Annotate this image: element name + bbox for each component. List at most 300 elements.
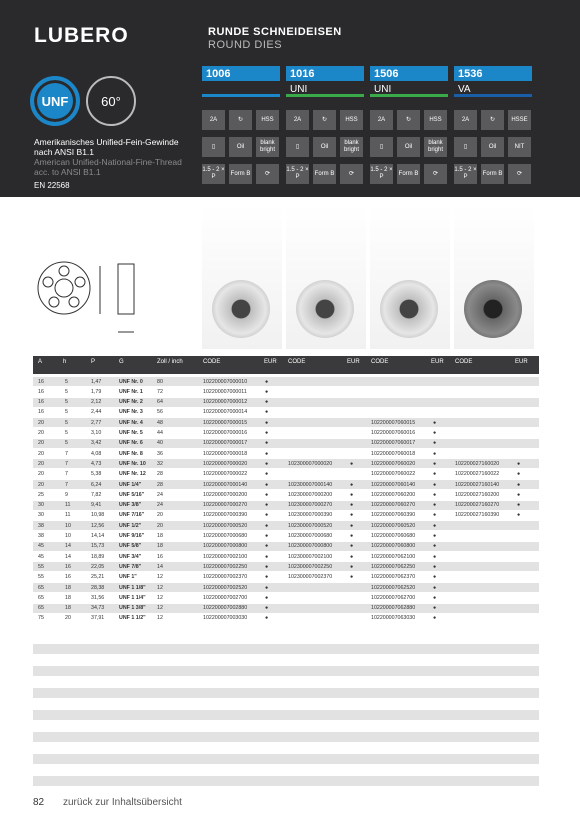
product-photo [202,204,282,349]
table-cell: UNF 1 1/8" [119,584,146,591]
table-row [33,501,539,510]
spec-icon: Oil [481,137,504,157]
technical-drawing-icon [30,254,180,344]
table-cell: 102200007060270 [371,502,416,509]
spec-icon: Form B [229,164,252,184]
table-cell: 45 [38,543,44,550]
table-cell: 102200007000520 [203,522,248,529]
table-cell: 9,41 [91,502,102,509]
spec-icon: blank bright [424,137,447,157]
brand-logo: LUBERO [34,24,129,47]
table-cell: 56 [157,409,163,416]
table-cell: 4,08 [91,450,102,457]
table-cell: 102200007060020 [371,460,416,467]
spec-icon: ↻ [313,110,336,130]
table-cell: 2,77 [91,419,102,426]
table-cell: UNF Nr. 1 [119,388,143,395]
availability-dot: ● [265,419,269,426]
table-cell: 16 [38,409,44,416]
table-cell: 16 [38,388,44,395]
table-cell: UNF 9/16" [119,533,145,539]
table-cell: 102200007000015 [203,419,248,426]
table-cell: 30 [38,512,44,519]
availability-dot: ● [265,481,269,488]
table-cell: 102300007002370 [288,574,333,581]
footer [33,797,182,808]
availability-dot: ● [265,399,269,406]
table-cell: 31,56 [91,594,105,601]
table-cell: 20 [38,481,44,488]
table-cell: 20 [38,440,44,447]
table-cell: 102200027160270 [455,502,500,509]
table-cell: 38 [38,533,44,539]
table-cell: 18,89 [91,553,105,560]
table-cell: 38 [38,522,44,529]
product-sub [202,81,280,97]
spec-icon: Oil [397,137,420,157]
table-cell: 55 [38,574,44,581]
spec-icon: 2A [370,110,393,130]
table-cell: 65 [38,605,44,612]
table-cell: 11 [65,502,71,509]
spec-icon: 1.5 - 2 × P [202,164,225,184]
table-cell: 28 [157,471,163,478]
empty-row [33,666,539,676]
table-cell: 12,56 [91,522,105,529]
spec-icon: Form B [397,164,420,184]
table-cell: 37,91 [91,615,105,622]
table-cell: 3,10 [91,430,102,436]
table-cell: UNF 1 1/4" [119,594,146,601]
availability-dot: ● [350,460,354,467]
availability-dot: ● [350,502,354,509]
table-cell: UNF 7/16" [119,512,145,519]
table-cell: 102200007060140 [371,481,416,488]
table-cell: 102300007000800 [288,543,333,550]
table-row [33,562,539,571]
empty-row [33,776,539,786]
table-cell: 4,73 [91,460,102,467]
availability-dot: ● [433,615,437,622]
table-cell: 102200007002370 [203,574,248,581]
table-cell: 102200007063030 [371,615,416,622]
availability-dot: ● [350,522,354,529]
table-cell: 102200007000022 [203,471,248,478]
page-number: 82 [33,797,45,808]
table-cell: 5 [65,419,68,426]
table-cell: 28 [157,481,163,488]
table-row [33,593,539,602]
spec-icon: 1.5 - 2 × P [370,164,393,184]
table-cell: 102200007060800 [371,543,416,550]
norm-label: EN 22568 [34,181,70,190]
table-cell: 65 [38,594,44,601]
table-cell: 102200027160020 [455,460,500,467]
availability-dot: ● [433,533,437,539]
round-die-icon [296,280,354,338]
table-row [33,429,539,438]
availability-dot: ● [433,491,437,498]
table-cell: 102300007000020 [288,460,333,467]
table-cell: 102200007060520 [371,522,416,529]
table-cell: 9 [65,491,68,498]
spec-icon: 1.5 - 2 × P [286,164,309,184]
availability-dot: ● [265,522,269,529]
table-cell: 102200007000016 [203,430,248,436]
table-cell: 102200007003030 [203,615,248,622]
table-cell: 48 [157,419,163,426]
table-cell: 102200007000018 [203,450,248,457]
table-cell: 40 [157,440,163,447]
table-cell: UNF Nr. 2 [119,399,143,406]
availability-dot: ● [517,502,521,509]
table-cell: 102200007002520 [203,584,248,591]
table-cell: 80 [157,378,163,385]
thread-description: Amerikanisches Unified-Fein-Gewinde nach ANSI B1.1 American Unified-National-Fine-Thread acc. to ANSI B1.1 [34,137,182,177]
table-cell: UNF 7/8" [119,563,142,570]
table-cell: 24 [157,502,163,509]
table-cell: 102200007000390 [203,512,248,519]
table-cell: UNF Nr. 10 [119,460,146,467]
availability-dot: ● [265,409,269,416]
availability-dot: ● [433,543,437,550]
availability-dot: ● [433,605,437,612]
table-cell: 18 [157,543,163,550]
table-cell: UNF 1/2" [119,522,142,529]
table-cell: 16 [157,553,163,560]
availability-dot: ● [517,512,521,519]
empty-row [33,732,539,742]
table-cell: 102200007000012 [203,399,248,406]
empty-row [33,644,539,654]
table-cell: UNF 3/8" [119,502,142,509]
spec-icon: ⟳ [340,164,363,184]
spec-icon: NIT [508,137,531,157]
unf-badge: UNF [30,76,80,126]
table-cell: 102200007000014 [203,409,248,416]
product-code: 1006 [202,66,280,81]
availability-dot: ● [433,481,437,488]
spec-icon: ⟳ [424,164,447,184]
availability-dot: ● [265,491,269,498]
table-cell: 18 [157,533,163,539]
spec-icon: ↻ [397,110,420,130]
table-cell: 72 [157,388,163,395]
product-column-1016 [286,66,364,97]
table-cell: 11 [65,512,71,519]
table-cell: 102200007060022 [371,471,416,478]
table-header: A h P G Zoll / inch CODE EUR CODE EUR CODE EUR CODE EUR [33,356,539,374]
table-cell: 102200007000800 [203,543,248,550]
die-drawing [30,254,180,344]
product-column-1506 [370,66,448,97]
availability-dot: ● [350,533,354,539]
availability-dot: ● [265,502,269,509]
availability-dot: ● [433,471,437,478]
availability-dot: ● [433,512,437,519]
table-cell: 102300007000520 [288,522,333,529]
table-cell: 102200007062880 [371,605,416,612]
table-cell: 20 [157,522,163,529]
availability-dot: ● [265,543,269,550]
availability-dot: ● [517,460,521,467]
table-cell: UNF Nr. 12 [119,471,146,478]
availability-dot: ● [265,471,269,478]
availability-dot: ● [350,481,354,488]
spec-icon: blank bright [340,137,363,157]
availability-dot: ● [433,584,437,591]
table-cell: 20 [38,471,44,478]
table-cell: 102300007000270 [288,502,333,509]
round-die-icon [464,280,522,338]
table-cell: 7 [65,450,68,457]
product-photo [454,204,534,349]
table-cell: UNF Nr. 5 [119,430,143,436]
table-cell: 20 [38,430,44,436]
spec-icon: ▯ [286,137,309,157]
empty-row [33,754,539,764]
table-cell: 5 [65,440,68,447]
availability-dot: ● [265,594,269,601]
table-row [33,532,539,541]
availability-dot: ● [265,584,269,591]
table-row [33,583,539,592]
table-cell: 102200027160140 [455,481,500,488]
table-cell: 5 [65,409,68,416]
availability-dot: ● [350,563,354,570]
table-cell: 102200007060018 [371,450,416,457]
table-cell: UNF Nr. 3 [119,409,143,416]
availability-dot: ● [433,574,437,581]
spec-icon: Form B [481,164,504,184]
table-cell: 102200007002880 [203,605,248,612]
table-cell: 34,73 [91,605,105,612]
product-sub: UNI [370,81,448,97]
table-cell: 102200007000011 [203,388,247,395]
availability-dot: ● [265,512,269,519]
table-row [33,439,539,448]
table-cell: 10 [65,522,71,529]
table-cell: 2,12 [91,399,102,406]
product-code: 1016 [286,66,364,81]
availability-dot: ● [350,574,354,581]
table-cell: 12 [157,594,163,601]
table-cell: 55 [38,563,44,570]
table-row [33,449,539,458]
availability-dot: ● [433,450,437,457]
spec-icon: ↻ [229,110,252,130]
availability-dot: ● [350,543,354,550]
product-sub: VA [454,81,532,97]
table-cell: 7,82 [91,491,102,498]
availability-dot: ● [433,419,437,426]
table-cell: UNF 3/4" [119,553,142,560]
availability-dot: ● [433,430,437,436]
table-cell: 102200007060017 [371,440,416,447]
table-cell: 18 [65,605,71,612]
page-title: RUNDE SCHNEIDEISEN [208,26,342,38]
round-die-icon [380,280,438,338]
table-cell: 16 [38,399,44,406]
empty-row [33,710,539,720]
table-cell: UNF 1 3/8" [119,605,146,612]
spec-icon: Form B [313,164,336,184]
availability-dot: ● [265,388,269,395]
availability-dot: ● [517,491,521,498]
table-cell: 102200007060015 [371,419,416,426]
table-cell: UNF Nr. 4 [119,419,143,426]
availability-dot: ● [517,471,521,478]
table-cell: 102200007062250 [371,563,416,570]
table-cell: 102300007002250 [288,563,333,570]
spec-icon: ▯ [202,137,225,157]
table-cell: 36 [157,450,163,457]
table-cell: 6,24 [91,481,102,488]
availability-dot: ● [517,481,521,488]
table-row [33,470,539,479]
table-cell: 14,14 [91,533,105,539]
table-row [33,480,539,489]
table-cell: 20 [65,615,71,622]
table-cell: 14 [65,543,71,550]
availability-dot: ● [265,563,269,570]
empty-row [33,688,539,698]
table-row [33,521,539,530]
table-cell: 75 [38,615,44,622]
table-cell: 102200007062100 [371,553,416,560]
table-cell: 10,98 [91,512,105,519]
availability-dot: ● [265,430,269,436]
availability-dot: ● [265,605,269,612]
table-cell: 12 [157,605,163,612]
availability-dot: ● [265,450,269,457]
table-cell: 1,79 [91,388,102,395]
table-cell: 5 [65,388,68,395]
table-cell: 16 [65,563,71,570]
table-cell: 28,38 [91,584,105,591]
availability-dot: ● [265,460,269,467]
table-cell: 102200007002700 [203,594,248,601]
availability-dot: ● [265,615,269,622]
spec-icon: Oil [229,137,252,157]
spec-icon: Oil [313,137,336,157]
table-row [33,542,539,551]
table-cell: 102200027160200 [455,491,500,498]
table-cell: 14 [65,553,71,560]
spec-icon: ↻ [481,110,504,130]
table-cell: 15,73 [91,543,105,550]
table-cell: 18 [65,594,71,601]
table-cell: 102300007000680 [288,533,333,539]
table-cell: 10 [65,533,71,539]
availability-dot: ● [265,553,269,560]
table-cell: 1,47 [91,378,102,385]
product-sub: UNI [286,81,364,97]
back-to-contents-link[interactable]: zurück zur Inhaltsübersicht [63,797,182,808]
table-cell: UNF 1" [119,574,137,581]
round-die-icon [212,280,270,338]
availability-dot: ● [265,574,269,581]
spec-icon: blank bright [256,137,279,157]
table-cell: 7 [65,471,68,478]
table-cell: 24 [157,491,163,498]
table-cell: UNF Nr. 8 [119,450,143,457]
spec-icon: ⟳ [256,164,279,184]
table-cell: 102200007000020 [203,460,248,467]
table-cell: 102200007000680 [203,533,248,539]
table-row [33,408,539,417]
table-cell: 16 [38,378,44,385]
product-code: 1506 [370,66,448,81]
spec-icon: ▯ [370,137,393,157]
availability-dot: ● [433,522,437,529]
table-row [33,614,539,623]
availability-dot: ● [265,378,269,385]
table-cell: 22,05 [91,563,105,570]
table-cell: 2,44 [91,409,102,416]
table-cell: 25 [38,491,44,498]
table-row [33,377,539,386]
table-cell: 30 [38,502,44,509]
table-cell: 20 [38,419,44,426]
table-cell: 102200007062700 [371,594,416,601]
table-row [33,387,539,396]
table-cell: 3,42 [91,440,102,447]
table-cell: UNF 5/8" [119,543,142,550]
table-row [33,604,539,613]
table-cell: 14 [157,563,163,570]
table-cell: 18 [65,584,71,591]
table-cell: 102200007060390 [371,512,416,519]
product-column-1536 [454,66,532,97]
table-cell: UNF Nr. 6 [119,440,143,447]
table-cell: 102200027160390 [455,512,500,519]
availability-dot: ● [350,553,354,560]
spec-icon: ⟳ [508,164,531,184]
spec-icon: HSSE [508,110,531,130]
table-row [33,511,539,520]
table-cell: 16 [65,574,71,581]
table-cell: 7 [65,481,68,488]
availability-dot: ● [433,502,437,509]
table-cell: 102200007060200 [371,491,416,498]
spec-icon: 2A [202,110,225,130]
table-cell: 7 [65,460,68,467]
table-cell: 102200007000140 [203,481,248,488]
table-cell: 20 [38,450,44,457]
product-code: 1536 [454,66,532,81]
table-cell: 102200007060016 [371,430,416,436]
table-cell: 5 [65,430,68,436]
availability-dot: ● [350,512,354,519]
availability-dot: ● [265,440,269,447]
table-cell: 5 [65,399,68,406]
table-cell: UNF 1/4" [119,481,142,488]
table-cell: 102200007000200 [203,491,248,498]
table-row [33,459,539,468]
table-cell: 102300007000390 [288,512,333,519]
table-cell: 102200007000270 [203,502,248,509]
header-band [0,0,580,197]
availability-dot: ● [433,594,437,601]
table-cell: 102200007062520 [371,584,416,591]
table-row [33,552,539,561]
spec-icon: HSS [340,110,363,130]
table-cell: 5 [65,378,68,385]
availability-dot: ● [433,553,437,560]
spec-icon: 2A [286,110,309,130]
table-cell: 102300007000200 [288,491,333,498]
